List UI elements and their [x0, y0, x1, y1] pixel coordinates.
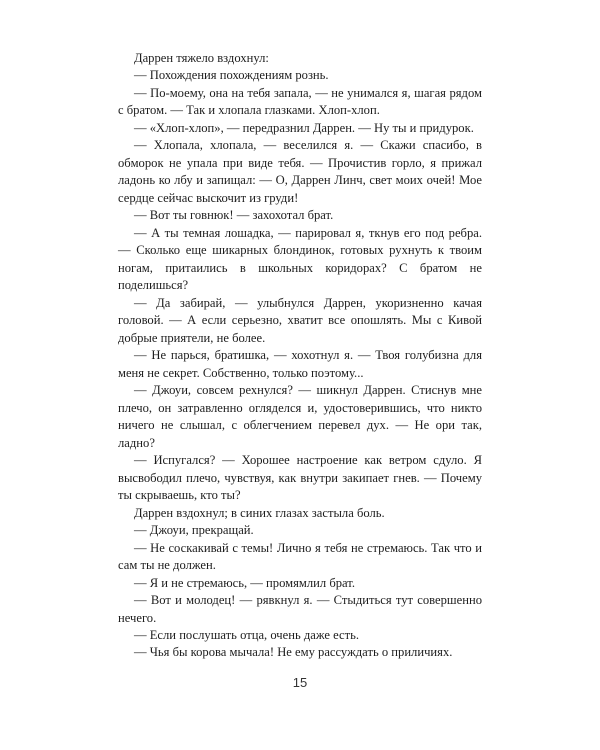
paragraph: — Я и не стремаюсь, — промямлил брат. — [134, 575, 355, 590]
paragraph: Даррен вздохнул; в синих глазах застыла боль. — [134, 505, 385, 520]
paragraph: Даррен тяжело вздохнул: — [134, 51, 269, 65]
paragraph: — А ты темная лошадка, — парировал я, ткнув его под ребра. — Сколько еще шикарных блондинок, готовых рухнуть к твоим ногам, притаились в школьных коридорах? С братом не поделишься? — [118, 225, 482, 293]
paragraph: — Чья бы корова мычала! Не ему рассуждать о приличиях. — [134, 645, 453, 660]
paragraph: — Джоуи, прекращай. — [134, 523, 254, 538]
page-text — [118, 50, 482, 662]
paragraph: — Похождения похождениям рознь. — [134, 68, 329, 83]
paragraph: — Вот ты говнюк! — захохотал брат. — [134, 208, 334, 223]
paragraph: — «Хлоп-хлоп», — передразнил Даррен. — Ну ты и придурок. — [134, 120, 474, 135]
paragraph: — Не парься, братишка, — хохотнул я. — Твоя голубизна для меня не секрет. Собственно, только поэтому... — [118, 348, 482, 380]
paragraph: — Хлопала, хлопала, — веселился я. — Скажи спасибо, в обморок не упала при виде тебя. — Прочистив горло, я прижал ладонь ко лбу и запищал: — О, Даррен Линч, свет моих очей! Мое сердце сейчас выскочит из груди! — [118, 138, 482, 205]
paragraph: — Да забирай, — улыбнулся Даррен, укоризненно качая головой. — А если серьезно, хватит все опошлять. Мы с Кивой добрые приятели, не более. — [118, 295, 482, 345]
paragraph: — Испугался? — Хорошее настроение как ветром сдуло. Я высвободил плечо, чувствуя, как внутри закипает гнев. — Почему ты скрываешь, кто ты? — [118, 453, 482, 503]
paragraph: — Вот и молодец! — рявкнул я. — Стыдиться тут совершенно нечего. — [118, 593, 482, 625]
paragraph: — Если послушать отца, очень даже есть. — [134, 627, 360, 642]
paragraph: — По-моему, она на тебя запала, — не унимался я, шагая рядом с братом. — Так и хлопала глазками. Хлоп-хлоп. — [118, 85, 482, 118]
paragraph: — Джоуи, совсем рехнулся? — шикнул Даррен. Стиснув мне плечо, он затравленно огляделся и, удостоверившись, что никто ничего не слышал, с облегчением перевел дух. — Не ори так, ладно? — [118, 383, 482, 450]
page-number: 15 — [292, 675, 308, 690]
paragraph: — Не соскакивай с темы! Лично я тебя не стремаюсь. Так что и сам ты не должен. — [118, 540, 482, 573]
